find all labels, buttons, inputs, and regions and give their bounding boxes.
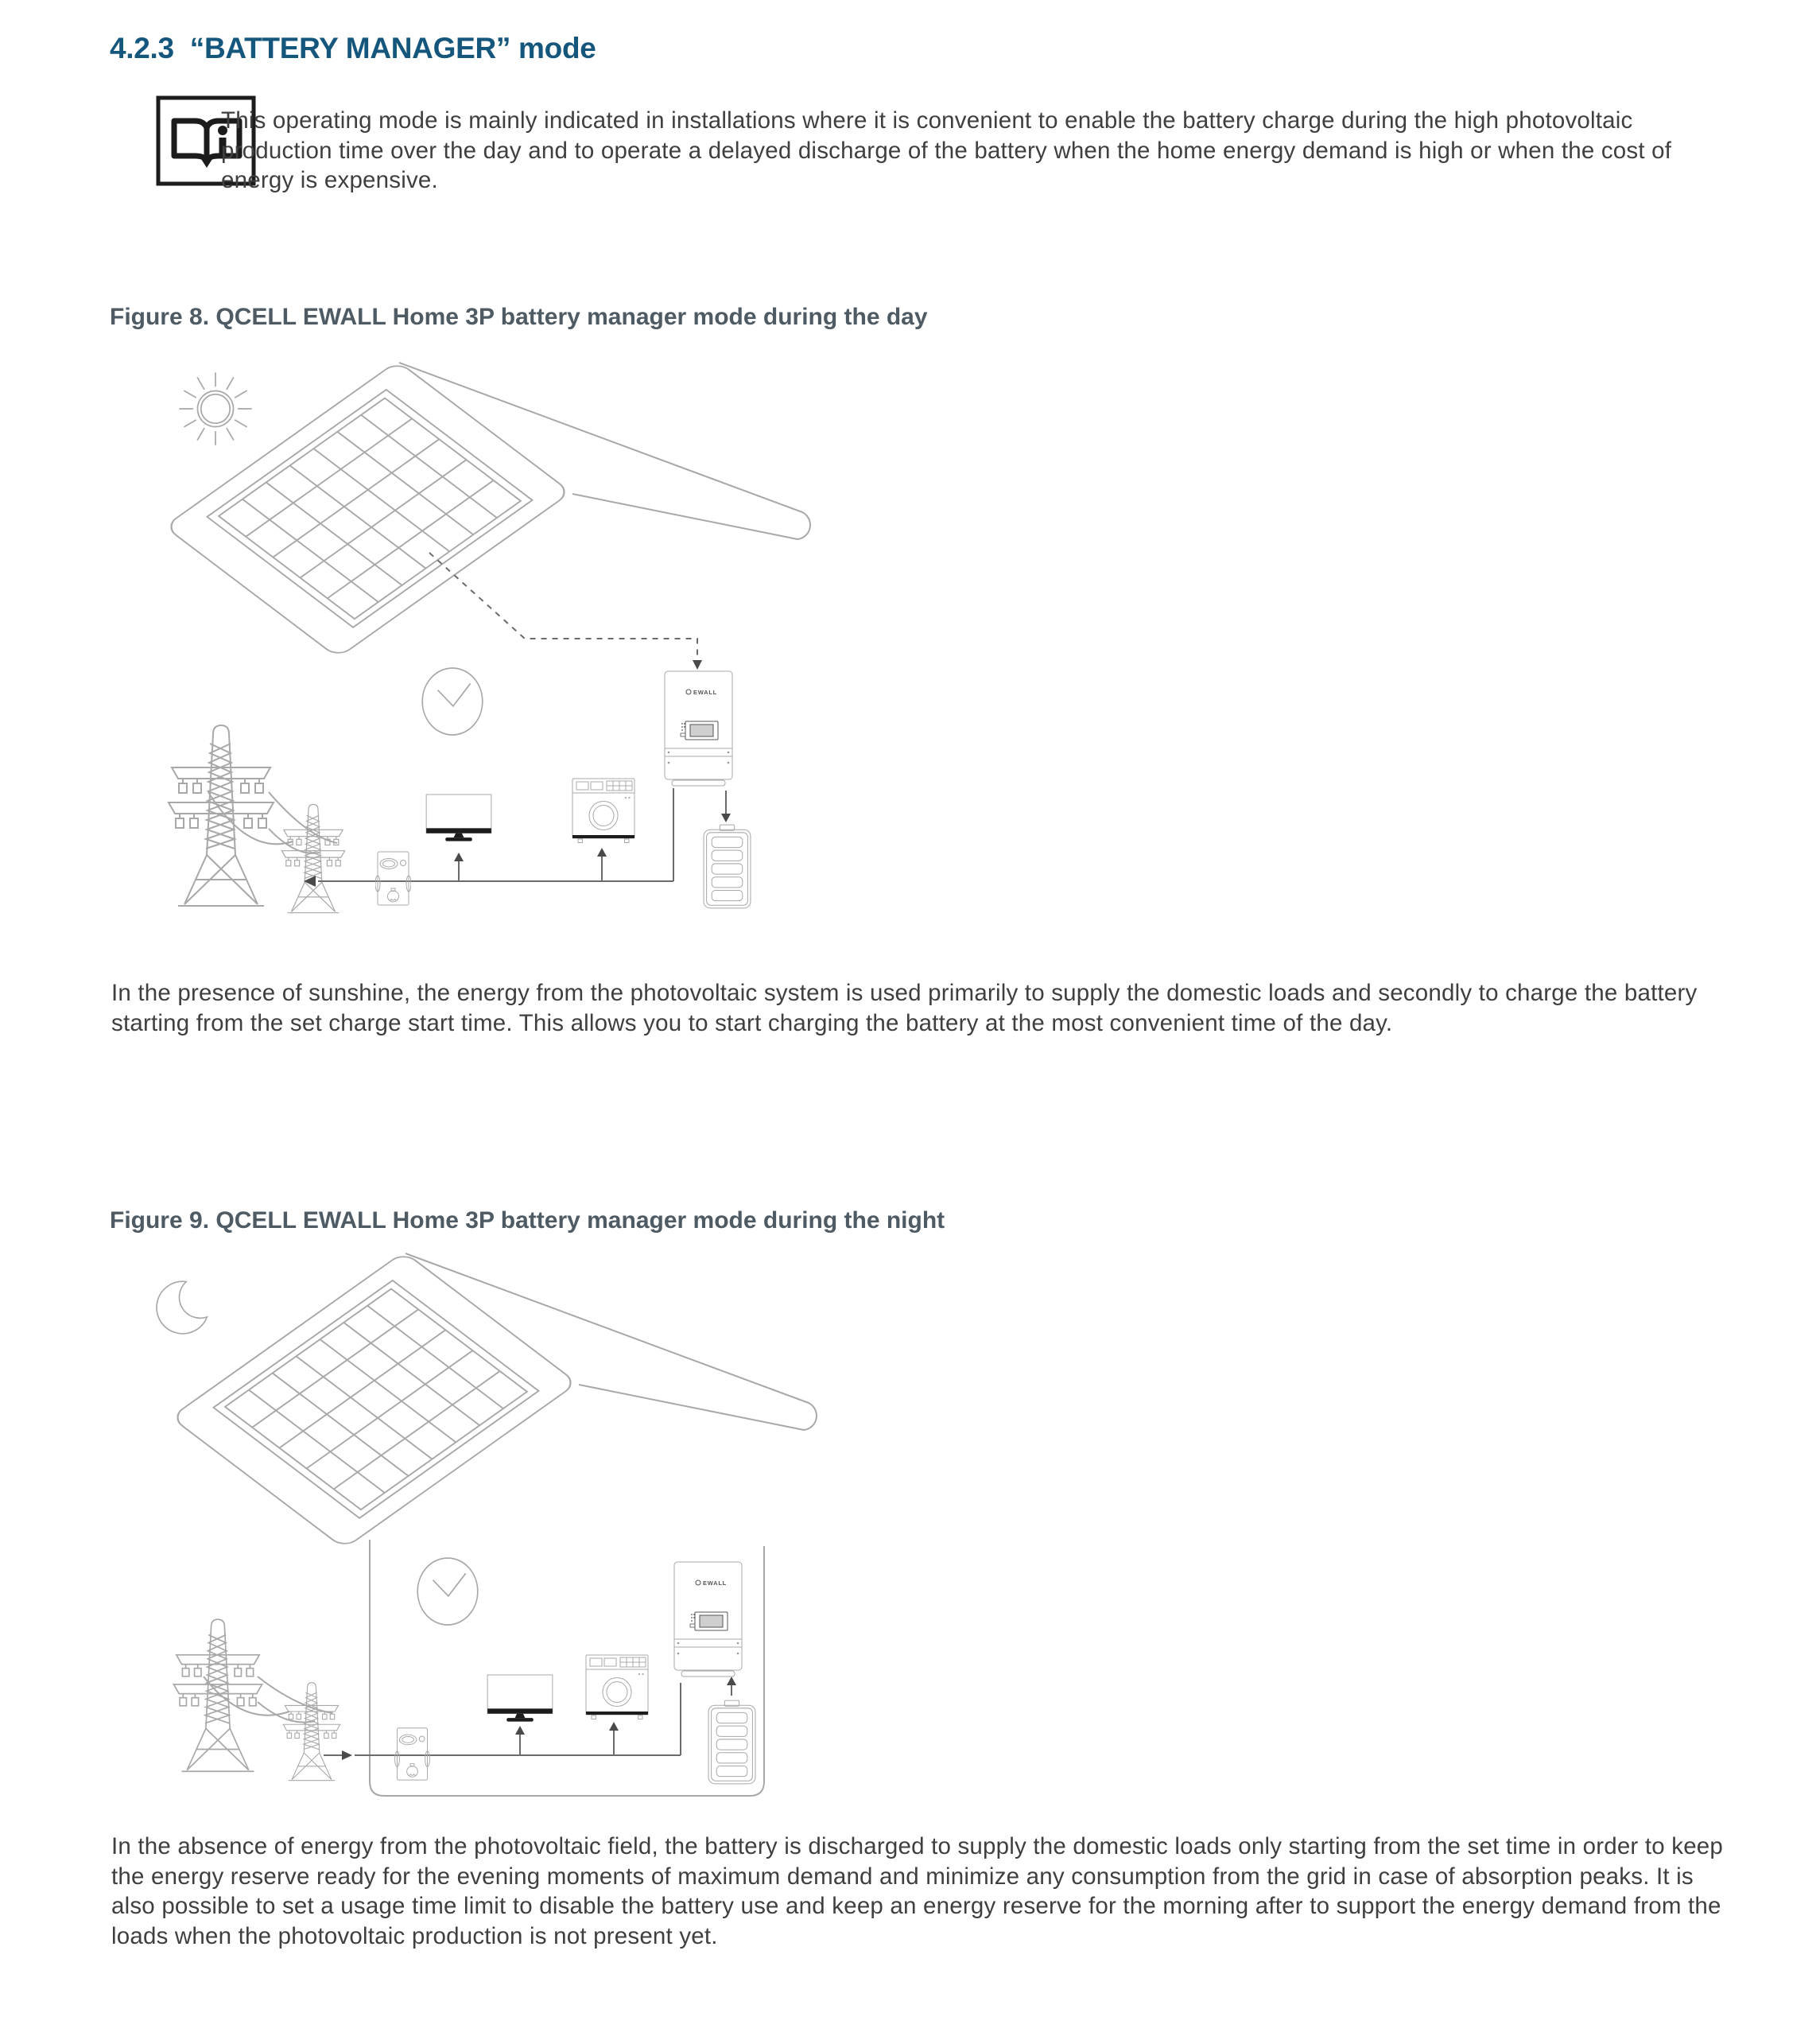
figure8-diagram xyxy=(95,350,827,954)
pv-to-inverter-dashed-line xyxy=(429,553,702,670)
night-paragraph: In the absence of energy from the photovoltaic field, the battery is discharged to supply the domestic loads only starting from the set time in order to keep the energy reserve ready for the evening moments of maximum demand and minimize any consumption from the grid in case of absorption peaks. It is also possible to set a usage time limit to disable the battery use and keep an energy reserve for the morning after to support the energy demand from the loads when the photovoltaic production is not present yet. xyxy=(111,1833,1724,1949)
battery xyxy=(704,825,751,908)
roof-solar-panel xyxy=(171,1252,817,1548)
figure8-caption: Figure 8. QCELL EWALL Home 3P battery manager mode during the day xyxy=(110,304,928,330)
power-pylon-small xyxy=(281,805,344,913)
figure9-diagram xyxy=(95,1241,827,1829)
sun-icon xyxy=(180,373,251,445)
clock-icon xyxy=(422,668,483,735)
washing-machine-load xyxy=(572,779,634,843)
figure9-caption: Figure 9. QCELL EWALL Home 3P battery manager mode during the night xyxy=(110,1207,945,1234)
power-pylon-small xyxy=(283,1683,340,1781)
washing-machine-load xyxy=(586,1655,648,1719)
power-pylon-large xyxy=(173,1619,262,1771)
day-paragraph: In the presence of sunshine, the energy from the photovoltaic system is used primarily to supply the domestic loads and secondly to charge the battery starting from the set charge start time. This allows you to start charging the battery at the most convenient time of the day. xyxy=(111,980,1698,1036)
section-title: “BATTERY MANAGER” mode xyxy=(189,32,596,64)
moon-icon xyxy=(157,1281,207,1334)
power-pylon-large xyxy=(169,725,274,906)
roof-solar-panel xyxy=(165,361,810,658)
intro-paragraph: This operating mode is mainly indicated in installations where it is convenient to enable the battery charge during the high photovoltaic production time over the day and to operate a delayed discharge of the battery when the home energy demand is high or when the cost of energy is expensive. xyxy=(221,107,1672,193)
tv-load xyxy=(487,1675,553,1722)
clock-icon xyxy=(417,1558,478,1625)
energy-flow-lines xyxy=(304,788,731,887)
tv-load xyxy=(426,795,491,841)
inverter xyxy=(665,671,732,786)
energy-meter xyxy=(375,852,411,905)
inverter xyxy=(674,1562,742,1677)
section-number: 4.2.3 xyxy=(110,32,174,64)
battery xyxy=(708,1700,755,1784)
section-heading xyxy=(110,32,596,65)
energy-meter xyxy=(395,1728,430,1780)
house-walls xyxy=(370,1540,764,1796)
